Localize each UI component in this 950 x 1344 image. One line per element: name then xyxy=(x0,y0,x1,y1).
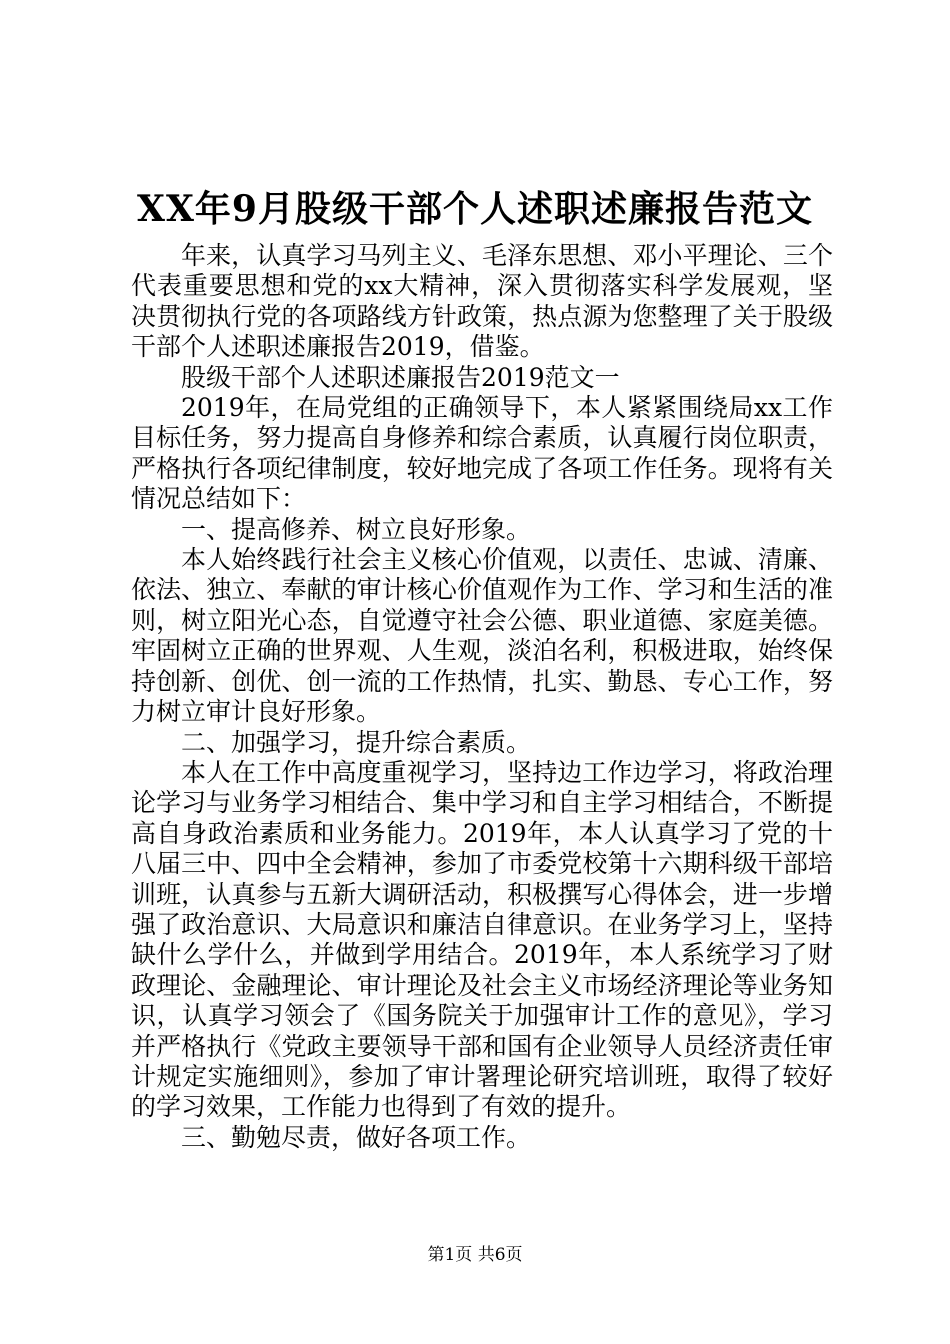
paragraph-intro: 年来，认真学习马列主义、毛泽东思想、邓小平理论、三个代表重要思想和党的xx大精神，深入贯彻落实科学发展观，坚决贯彻执行党的各项路线方针政策，热点源为您整理了关于股级干部个人述职述廉报告2019，借鉴。 xyxy=(131,241,833,362)
section-heading-3: 三、勤勉尽责，做好各项工作。 xyxy=(181,1122,532,1152)
document-title: XX年9月股级干部个人述职述廉报告范文 xyxy=(137,188,813,230)
paragraph-section-2: 本人在工作中高度重视学习，坚持边工作边学习，将政治理论学习与业务学习相结合、集中学习和自主学习相结合，不断提高自身政治素质和业务能力。2019年，本人认真学习了党的十八届三中、四中全会精神，参加了市委党校第十六期科级干部培训班，认真参与五新大调研活动，积极撰写心得体会，进一步增强了政治意识、大局意识和廉洁自律意识。在业务学习上，坚持缺什么学什么，并做到学用结合。2019年，本人系统学习了财政理论、金融理论、审计理论及社会主义市场经济理论等业务知识，认真学习领会了《国务院关于加强审计工作的意见》，学习并严格执行《党政主要领导干部和国有企业领导人员经济责任审计规定实施细则》，参加了审计署理论研究培训班，取得了较好的学习效果，工作能力也得到了有效的提升。 xyxy=(131,757,833,1122)
page-footer: 第1页 共6页 xyxy=(427,1245,523,1265)
document-body xyxy=(131,241,833,1153)
paragraph-subtitle: 股级干部个人述职述廉报告2019范文一 xyxy=(181,362,620,392)
paragraph-overview: 2019年，在局党组的正确领导下，本人紧紧围绕局xx工作目标任务，努力提高自身修养和综合素质，认真履行岗位职责，严格执行各项纪律制度，较好地完成了各项工作任务。现将有关情况总结如下： xyxy=(131,393,833,514)
section-heading-1: 一、提高修养、树立良好形象。 xyxy=(181,514,532,544)
section-heading-2: 二、加强学习，提升综合素质。 xyxy=(181,727,532,757)
paragraph-section-1: 本人始终践行社会主义核心价值观，以责任、忠诚、清廉、依法、独立、奉献的审计核心价值观作为工作、学习和生活的准则，树立阳光心态，自觉遵守社会公德、职业道德、家庭美德。牢固树立正确的世界观、人生观，淡泊名利，积极进取，始终保持创新、创优、创一流的工作热情，扎实、勤恳、专心工作，努力树立审计良好形象。 xyxy=(131,545,833,727)
